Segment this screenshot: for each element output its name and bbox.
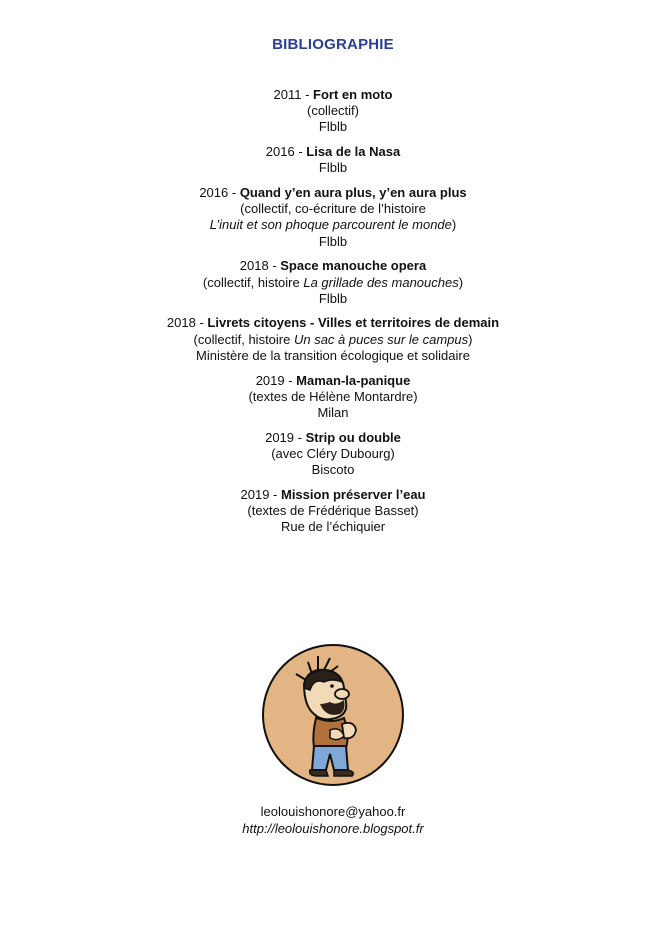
entry-credit-text: (collectif) bbox=[306, 103, 359, 119]
entry-separator: - bbox=[301, 87, 314, 102]
entry-year: 2018 bbox=[239, 258, 269, 274]
entry-publisher: Rue de l’échiquier bbox=[280, 519, 386, 535]
entry-separator: - bbox=[228, 185, 240, 201]
entry-credit-text: (textes de Hélène Montardre) bbox=[248, 388, 418, 404]
entry-title: Lisa de la Nasa bbox=[306, 144, 401, 160]
entry-separator: - bbox=[294, 429, 306, 445]
entry-credit-line bbox=[0, 217, 666, 233]
bibliography-entry bbox=[0, 373, 666, 422]
entry-story-title: Un sac à puces sur le campus bbox=[293, 331, 469, 347]
entry-credit-text: (collectif, histoire bbox=[202, 274, 304, 290]
bibliography-entry bbox=[0, 430, 666, 479]
entry-publisher: Ministère de la transition écologique et solidaire bbox=[196, 347, 470, 363]
entry-credit-text: ) bbox=[468, 331, 473, 347]
entry-title: Fort en moto bbox=[313, 87, 393, 102]
entry-title: Space manouche opera bbox=[280, 258, 427, 274]
entry-year: 2019 bbox=[265, 429, 295, 445]
entry-separator: - bbox=[284, 372, 297, 388]
entry-heading bbox=[0, 144, 666, 160]
entry-separator: - bbox=[268, 258, 281, 274]
entry-year: 2016 bbox=[199, 185, 229, 201]
bibliography-entry bbox=[0, 87, 666, 136]
entry-credit-line bbox=[0, 332, 666, 348]
entry-credit-text: (collectif, histoire bbox=[193, 331, 294, 347]
entry-credit-line bbox=[0, 275, 666, 291]
entry-separator: - bbox=[195, 315, 208, 331]
entry-separator: - bbox=[269, 486, 281, 502]
contact-website[interactable]: http://leolouishonore.blogspot.fr bbox=[242, 821, 424, 836]
entry-credit-line bbox=[0, 103, 666, 119]
entry-heading bbox=[0, 258, 666, 274]
entry-story-title: L’inuit et son phoque parcourent le monde bbox=[209, 217, 452, 233]
author-portrait-illustration bbox=[260, 644, 406, 786]
entry-separator: - bbox=[294, 144, 307, 160]
entry-heading bbox=[0, 185, 666, 201]
entry-title: Quand y’en aura plus, y’en aura plus bbox=[239, 185, 467, 201]
entry-credit-text: ) bbox=[451, 217, 457, 233]
entry-heading bbox=[0, 315, 666, 331]
page-title: BIBLIOGRAPHIE bbox=[272, 36, 394, 53]
entry-publisher: Flblb bbox=[318, 233, 348, 249]
entry-year: 2018 bbox=[166, 315, 196, 331]
bibliography-entry bbox=[0, 185, 666, 250]
entry-credit-text: (avec Cléry Dubourg) bbox=[271, 445, 395, 461]
entry-year: 2019 bbox=[240, 486, 270, 502]
entry-title: Mission préserver l’eau bbox=[280, 486, 426, 502]
entry-heading bbox=[0, 373, 666, 389]
entry-credit-line bbox=[0, 446, 666, 462]
entry-credit-line bbox=[0, 389, 666, 405]
entry-year: 2011 bbox=[273, 87, 302, 102]
contact-block bbox=[0, 803, 666, 837]
bibliography-entry bbox=[0, 487, 666, 536]
contact-email[interactable]: leolouishonore@yahoo.fr bbox=[260, 804, 406, 819]
entry-heading bbox=[0, 487, 666, 503]
entry-year: 2019 bbox=[255, 372, 285, 388]
entry-title: Strip ou double bbox=[305, 429, 401, 445]
entry-credit-text: (textes de Frédérique Basset) bbox=[247, 502, 419, 518]
entry-title: Livrets citoyens - Villes et territoires de demain bbox=[207, 315, 500, 331]
entry-credit-line bbox=[0, 503, 666, 519]
entry-publisher: Biscoto bbox=[311, 462, 355, 478]
bibliography-entry bbox=[0, 144, 666, 176]
entry-heading bbox=[0, 430, 666, 446]
entry-year: 2016 bbox=[265, 144, 295, 160]
entry-credit-text: ) bbox=[458, 274, 464, 290]
entry-publisher: Milan bbox=[317, 404, 349, 420]
bibliography-entry bbox=[0, 258, 666, 307]
bibliography-list bbox=[0, 87, 666, 544]
entry-credit-line bbox=[0, 201, 666, 217]
bibliography-entry bbox=[0, 315, 666, 364]
entry-story-title: La grillade des manouches bbox=[303, 274, 459, 290]
entry-publisher: Flblb bbox=[318, 160, 348, 176]
entry-heading bbox=[0, 87, 666, 103]
entry-publisher: Flblb bbox=[318, 119, 348, 135]
entry-credit-text: (collectif, co-écriture de l’histoire bbox=[240, 201, 426, 217]
entry-title: Maman-la-panique bbox=[296, 372, 411, 388]
entry-publisher: Flblb bbox=[318, 290, 348, 306]
